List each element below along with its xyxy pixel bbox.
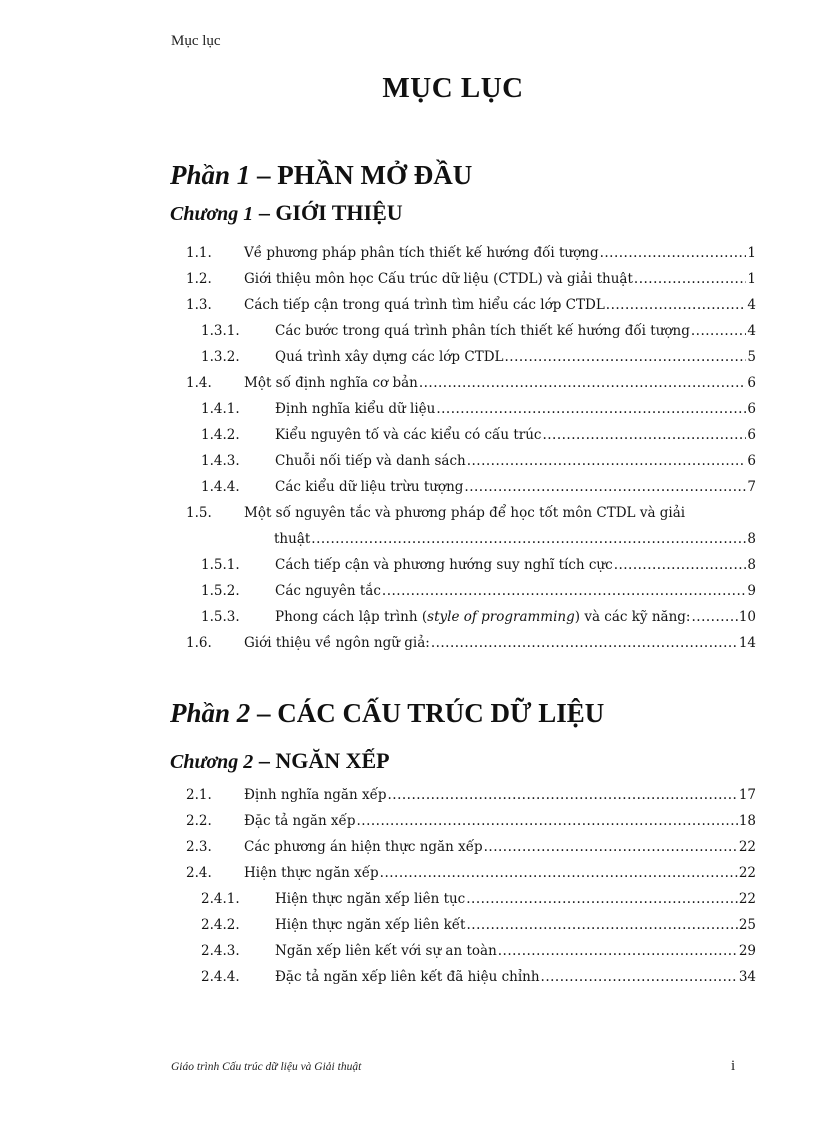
toc-entry-1-4-4[interactable] xyxy=(0,474,816,500)
toc-entry-2-4-4[interactable] xyxy=(0,964,816,990)
toc-entry-number: 2.4.1. xyxy=(201,891,240,907)
toc-entry-page: 5 xyxy=(747,349,756,365)
toc-entry-number: 1.3.1. xyxy=(201,323,240,339)
dot-leader xyxy=(380,860,738,886)
toc-entry-number: 2.4. xyxy=(186,865,212,881)
toc-entry-2-2[interactable] xyxy=(0,808,816,834)
toc-entry-2-4-3[interactable] xyxy=(0,938,816,964)
chapter-label: Chương 2 xyxy=(170,751,254,773)
toc-entry-1-4-1[interactable] xyxy=(0,396,816,422)
dot-leader xyxy=(464,474,746,500)
chapter-label: Chương 1 xyxy=(170,203,254,225)
toc-entry-text: Các phương án hiện thực ngăn xếp xyxy=(244,839,483,855)
toc-entry-line xyxy=(275,422,756,448)
toc-entry-line xyxy=(275,886,756,912)
toc-entry-1-4[interactable] xyxy=(0,370,816,396)
toc-list-chapter-2 xyxy=(0,782,816,990)
dot-leader xyxy=(466,886,738,912)
toc-entry-line xyxy=(274,526,756,552)
toc-entry-line xyxy=(275,448,756,474)
dot-leader xyxy=(311,526,746,552)
toc-entry-2-4-1[interactable] xyxy=(0,886,816,912)
toc-entry-page: 22 xyxy=(738,865,756,881)
toc-entry-line xyxy=(275,964,756,990)
dot-leader xyxy=(600,240,747,266)
toc-entry-1-3-1[interactable] xyxy=(0,318,816,344)
toc-entry-number: 1.4.2. xyxy=(201,427,240,443)
toc-entry-text: Quá trình xây dựng các lớp CTDL xyxy=(275,349,504,365)
toc-entry-number: 1.3.2. xyxy=(201,349,240,365)
toc-entry-2-4-2[interactable] xyxy=(0,912,816,938)
toc-entry-number: 1.5. xyxy=(186,505,212,521)
toc-entry-1-4-2[interactable] xyxy=(0,422,816,448)
toc-entry-page: 18 xyxy=(738,813,756,829)
toc-entry-text: Kiểu nguyên tố và các kiểu có cấu trúc xyxy=(275,427,542,443)
toc-entry-number: 1.4.1. xyxy=(201,401,240,417)
chapter-title: NGĂN XẾP xyxy=(275,748,390,773)
toc-entry-page: 22 xyxy=(738,891,756,907)
toc-entry-page: 29 xyxy=(738,943,756,959)
toc-entry-text: Định nghĩa ngăn xếp xyxy=(244,787,387,803)
toc-entry-page: 6 xyxy=(747,375,756,391)
toc-entry-number: 1.5.3. xyxy=(201,609,240,625)
toc-entry-2-4[interactable] xyxy=(0,860,816,886)
toc-entry-text: Ngăn xếp liên kết với sự an toàn xyxy=(275,943,497,959)
toc-entry-line xyxy=(244,266,756,292)
dot-leader xyxy=(466,912,737,938)
toc-entry-page: 1 xyxy=(747,245,756,261)
toc-entry-line xyxy=(244,860,756,886)
toc-entry-1-4-3[interactable] xyxy=(0,448,816,474)
toc-entry-1-5-2[interactable] xyxy=(0,578,816,604)
running-head: Mục lục xyxy=(171,33,221,49)
toc-entry-text: Về phương pháp phân tích thiết kế hướng đối tượng xyxy=(244,245,599,261)
toc-entry-number: 2.2. xyxy=(186,813,212,829)
dot-leader xyxy=(388,782,738,808)
toc-entry-text-part: Phong cách lập trình ( xyxy=(275,609,428,625)
toc-entry-text-italic: style of programming xyxy=(427,609,575,625)
part-separator: – xyxy=(250,160,278,190)
toc-entry-page: 1 xyxy=(747,271,756,287)
page-title: MỤC LỤC xyxy=(382,72,524,104)
toc-entry-text: Các nguyên tắc xyxy=(275,583,381,599)
part-separator: – xyxy=(250,698,278,728)
toc-entry-number: 2.3. xyxy=(186,839,212,855)
toc-entry-page: 9 xyxy=(747,583,756,599)
toc-entry-text: Các bước trong quá trình phân tích thiết kế hướng đối tượng xyxy=(275,323,690,339)
toc-entry-line xyxy=(244,370,756,396)
toc-entry-line xyxy=(244,240,756,266)
dot-leader xyxy=(505,344,747,370)
dot-leader xyxy=(436,396,746,422)
toc-entry-1-6[interactable] xyxy=(0,630,816,656)
part-label: Phần 1 xyxy=(170,160,251,190)
chapter-heading xyxy=(170,200,403,226)
toc-entry-page: 4 xyxy=(747,323,756,339)
toc-entry-line xyxy=(244,808,756,834)
toc-entry-number: 2.1. xyxy=(186,787,212,803)
dot-leader xyxy=(498,938,738,964)
toc-entry-line xyxy=(244,630,756,656)
toc-entry-1-3-2[interactable] xyxy=(0,344,816,370)
toc-entry-page: 34 xyxy=(738,969,756,985)
toc-entry-line xyxy=(275,396,756,422)
toc-entry-number: 1.4.4. xyxy=(201,479,240,495)
dot-leader xyxy=(467,448,747,474)
toc-entry-line xyxy=(244,834,756,860)
toc-entry-number: 1.5.2. xyxy=(201,583,240,599)
chapter-separator: – xyxy=(253,748,276,773)
toc-entry-page: 8 xyxy=(747,557,756,573)
part-title: CÁC CẤU TRÚC DỮ LIỆU xyxy=(277,698,605,728)
dot-leader xyxy=(431,630,738,656)
toc-entry-text: Chuỗi nối tiếp và danh sách xyxy=(275,453,466,469)
toc-entry-1-1[interactable] xyxy=(0,240,816,266)
dot-leader xyxy=(542,422,746,448)
toc-entry-line xyxy=(275,552,756,578)
toc-entry-page: 8 xyxy=(747,531,756,547)
toc-entry-text: Hiện thực ngăn xếp xyxy=(244,865,379,881)
toc-entry-page: 7 xyxy=(747,479,756,495)
dot-leader xyxy=(484,834,738,860)
dot-leader xyxy=(691,318,747,344)
toc-entry-line xyxy=(275,912,756,938)
toc-entry-text: Giới thiệu về ngôn ngữ giả: xyxy=(244,635,430,651)
toc-entry-2-1[interactable] xyxy=(0,782,816,808)
toc-entry-line xyxy=(275,318,756,344)
toc-entry-text: thuật xyxy=(274,531,311,547)
footer-page-number: i xyxy=(731,1058,736,1074)
toc-entry-text: Cách tiếp cận và phương hướng suy nghĩ tích cực xyxy=(275,557,613,573)
footer-book-title: Giáo trình Cấu trúc dữ liệu và Giải thuật xyxy=(171,1061,362,1073)
toc-entry-line xyxy=(275,938,756,964)
toc-entry-text: Đặc tả ngăn xếp xyxy=(244,813,356,829)
dot-leader xyxy=(357,808,738,834)
chapter-separator: – xyxy=(253,200,276,225)
toc-entry-number: 1.5.1. xyxy=(201,557,240,573)
toc-entry-page: 6 xyxy=(747,427,756,443)
toc-entry-1-2[interactable] xyxy=(0,266,816,292)
toc-entry-text: Đặc tả ngăn xếp liên kết đã hiệu chỉnh xyxy=(275,969,540,985)
toc-entry-number: 1.4. xyxy=(186,375,212,391)
toc-entry-page: 17 xyxy=(738,787,756,803)
toc-entry-page: 14 xyxy=(738,635,756,651)
toc-entry-number: 1.6. xyxy=(186,635,212,651)
toc-entry-1-5-3[interactable] xyxy=(0,604,816,630)
chapter-heading xyxy=(170,748,390,774)
dot-leader xyxy=(691,604,737,630)
dot-leader xyxy=(419,370,747,396)
toc-entry-page: 6 xyxy=(747,453,756,469)
part-label: Phần 2 xyxy=(170,698,251,728)
toc-entry-number: 1.1. xyxy=(186,245,212,261)
toc-entry-line xyxy=(244,292,756,318)
toc-entry-line xyxy=(275,344,756,370)
toc-entry-page: 4 xyxy=(747,297,756,313)
toc-entry-text: Cách tiếp cận trong quá trình tìm hiểu các lớp CTDL xyxy=(244,297,605,313)
toc-entry-text: Hiện thực ngăn xếp liên kết xyxy=(275,917,466,933)
toc-entry-text xyxy=(275,604,690,630)
toc-entry-line xyxy=(275,604,756,630)
toc-entry-1-5[interactable] xyxy=(0,500,816,526)
dot-leader xyxy=(614,552,747,578)
toc-entry-1-3[interactable] xyxy=(0,292,816,318)
toc-entry-text: Một số nguyên tắc và phương pháp để học tốt môn CTDL và giải xyxy=(244,505,686,521)
toc-entry-text: Một số định nghĩa cơ bản xyxy=(244,375,418,391)
toc-entry-number: 1.4.3. xyxy=(201,453,240,469)
part-heading xyxy=(170,160,472,191)
dot-leader xyxy=(634,266,746,292)
toc-entry-1-5-1[interactable] xyxy=(0,552,816,578)
toc-entry-page: 6 xyxy=(747,401,756,417)
chapter-title: GIỚI THIỆU xyxy=(275,200,403,225)
toc-entry-page: 22 xyxy=(738,839,756,855)
toc-entry-line xyxy=(275,578,756,604)
toc-entry-number: 1.3. xyxy=(186,297,212,313)
toc-entry-line xyxy=(244,782,756,808)
toc-entry-text: Giới thiệu môn học Cấu trúc dữ liệu (CTDL) và giải thuật xyxy=(244,271,633,287)
toc-entry-number: 2.4.3. xyxy=(201,943,240,959)
dot-leader xyxy=(606,292,747,318)
dot-leader xyxy=(541,964,738,990)
toc-entry-1-5-continued[interactable] xyxy=(0,526,816,552)
toc-entry-text: Định nghĩa kiểu dữ liệu xyxy=(275,401,436,417)
toc-entry-page: 10 xyxy=(738,609,756,625)
toc-entry-page: 25 xyxy=(738,917,756,933)
toc-entry-number: 1.2. xyxy=(186,271,212,287)
toc-entry-text: Các kiểu dữ liệu trừu tượng xyxy=(275,479,464,495)
part-heading xyxy=(170,698,604,729)
dot-leader xyxy=(382,578,747,604)
toc-entry-number: 2.4.2. xyxy=(201,917,240,933)
toc-entry-number: 2.4.4. xyxy=(201,969,240,985)
toc-entry-text: Hiện thực ngăn xếp liên tục xyxy=(275,891,466,907)
toc-list-chapter-1 xyxy=(0,240,816,656)
toc-entry-2-3[interactable] xyxy=(0,834,816,860)
part-title: PHẦN MỞ ĐẦU xyxy=(277,160,473,190)
toc-entry-line xyxy=(275,474,756,500)
toc-entry-text-part: ) và các kỹ năng: xyxy=(574,609,691,625)
